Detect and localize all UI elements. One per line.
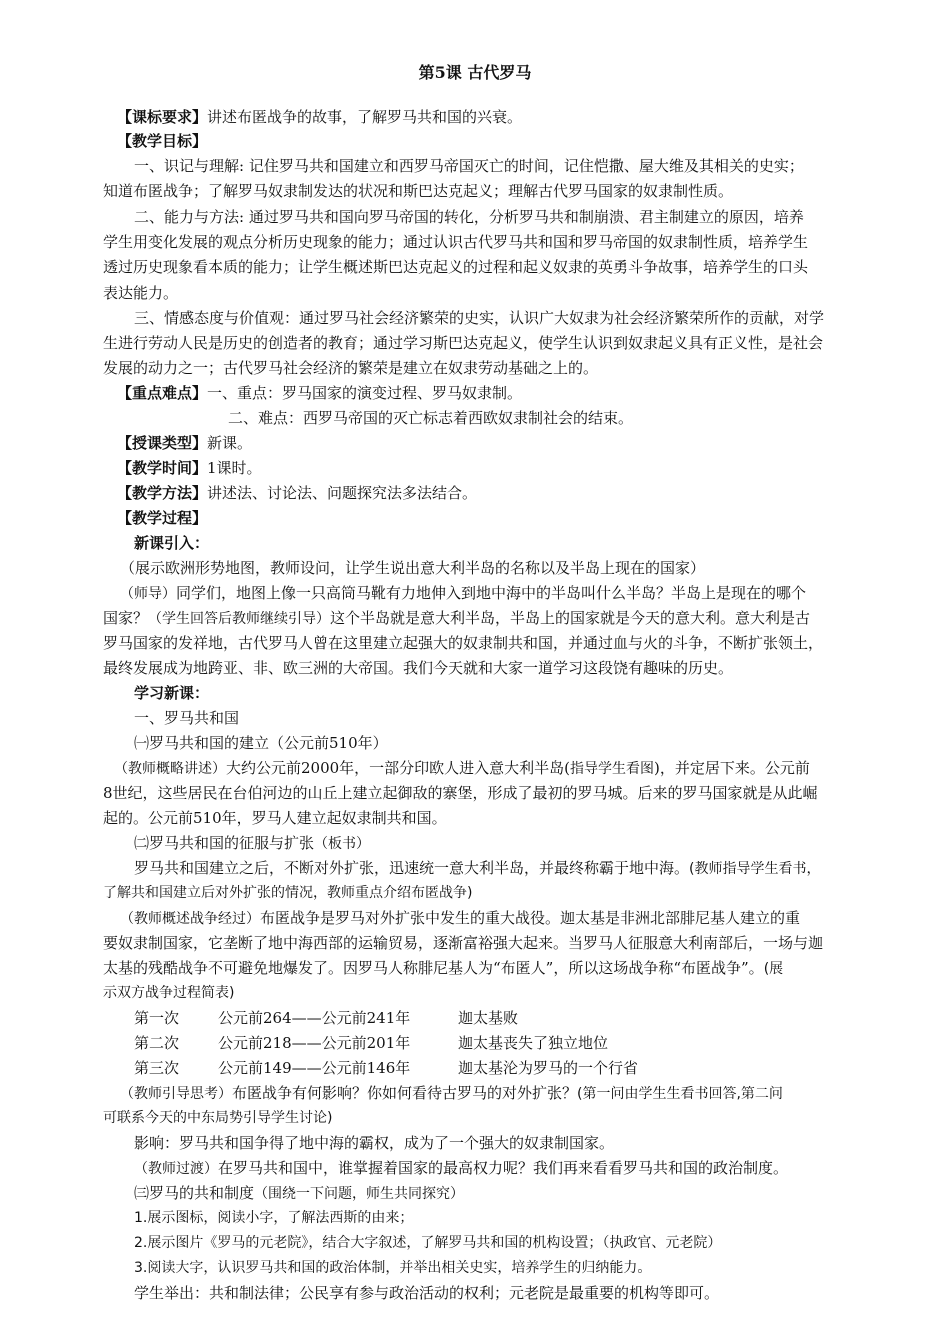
intro-line3-note: （学生回答后教师继续引导） — [148, 611, 331, 627]
subsection2-heading — [134, 832, 370, 855]
teaching-method — [117, 482, 477, 504]
list-item: 1.展示图标，阅读小字，了解法西斯的由来； — [134, 1210, 414, 1226]
intro-heading: 新课引入： — [134, 534, 210, 552]
intro-line5: 最终发展成为地跨亚、非、欧三洲的大帝国。我们今天就和大家一道学习这段饶有趣味的历史。 — [103, 659, 734, 677]
para3-line3-note: (展 — [763, 961, 784, 977]
para3-line1 — [120, 907, 800, 930]
war-row-period: 公元前149——公元前146年 — [218, 1059, 411, 1077]
lesson-type-text: 新课。 — [207, 434, 253, 452]
intro-line4: 罗马国家的发祥地，古代罗马人曾在这里建立起强大的奴隶制共和国，并通过血与火的斗争，不断扩张领土， — [103, 634, 824, 652]
intro-line2 — [120, 582, 806, 605]
para1-text2: )，并定居下来。公元前 — [654, 759, 810, 777]
curriculum-requirement — [117, 106, 522, 128]
teaching-method-label: 【教学方法】 — [117, 484, 208, 502]
para3-note: （教师概述战争经过） — [120, 911, 260, 927]
lesson-time — [117, 457, 262, 479]
war-row-period: 公元前264——公元前241年 — [218, 1009, 411, 1027]
para3-line2: 要奴隶制国家，它垄断了地中海西部的运输贸易，逐渐富裕强大起来。当罗马人征服意大利南部后，一场与迦 — [103, 934, 824, 952]
lesson-time-label: 【教学时间】 — [117, 459, 208, 477]
para2-text: 罗马共和国建立之后，不断对外扩张，迅速统一意大利半岛，并最终称霸于地中海。 — [134, 859, 690, 877]
goal2-line1: 二、能力与方法: 通过罗马共和国向罗马帝国的转化，分析罗马共和制崩溃、君主制建立的原因，培养 — [134, 208, 804, 226]
subsection2-title: ㈡罗马共和国的征服与扩张 — [134, 834, 315, 852]
intro-line3 — [103, 607, 810, 630]
war-row-result: 迦太基丧失了独立地位 — [458, 1034, 609, 1052]
question-text: 布匿战争有何影响？你如何看待古罗马的对外扩张？ — [232, 1084, 578, 1102]
war-row-n: 第三次 — [134, 1059, 180, 1077]
question-line1 — [120, 1082, 783, 1105]
key-points — [117, 382, 522, 404]
teaching-goals-heading: 【教学目标】 — [117, 132, 208, 150]
war-row-period: 公元前218——公元前201年 — [218, 1034, 411, 1052]
para1-note: （教师概略讲述） — [114, 761, 226, 777]
lesson-time-text: 1课时。 — [207, 459, 262, 477]
curriculum-label: 【课标要求】 — [117, 108, 208, 126]
intro-line1: （展示欧洲形势地图，教师设问，让学生说出意大利半岛的名称以及半岛上现在的国家） — [120, 559, 706, 577]
goal3-line3: 发展的动力之一；古代罗马社会经济的繁荣是建立在奴隶劳动基础之上的。 — [103, 359, 599, 377]
war-row-n: 第二次 — [134, 1034, 180, 1052]
para2-line1 — [134, 857, 820, 880]
list-item: 2.展示图片《罗马的元老院》，结合大字叙述，了解罗马共和国的机构设置；（执政官、元老院） — [134, 1235, 722, 1251]
section1-heading: 一、罗马共和国 — [134, 709, 240, 727]
curriculum-text: 讲述布匿战争的故事，了解罗马共和国的兴衰。 — [207, 108, 523, 126]
war-row-result: 迦太基沦为罗马的一个行省 — [458, 1059, 639, 1077]
subsection3-title: ㈢罗马的共和制度 — [134, 1184, 255, 1202]
key-points-label: 【重点难点】 — [117, 384, 208, 402]
subsection2-note: （板书） — [314, 836, 371, 852]
goal2-line4: 表达能力。 — [103, 284, 179, 302]
para1-line3: 起的。公元前510年，罗马人建立起奴隶制共和国。 — [103, 809, 447, 827]
transition-text: 在罗马共和国中，谁掌握着国家的最高权力呢？我们再来看看罗马共和国的政治制度。 — [218, 1159, 789, 1177]
para1-note2: 指导学生看图 — [570, 761, 655, 777]
intro-teacher-note: （师导） — [120, 586, 176, 602]
goal1-line1: 一、识记与理解: 记住罗马共和国建立和西罗马帝国灭亡的时间，记住恺撒、屋大维及其相关的史实； — [134, 157, 804, 175]
key-points-text2: 二、难点：西罗马帝国的灭亡标志着西欧奴隶制社会的结束。 — [228, 409, 634, 427]
question-note2: (第一问由学生生看书回答,第二问 — [577, 1086, 783, 1102]
para2-line2: 了解共和国建立后对外扩张的情况，教师重点介绍布匿战争) — [103, 885, 473, 901]
para1-line2: 8世纪，这些居民在台伯河边的山丘上建立起御敌的寨堡，形成了最初的罗马城。后来的罗马国家就是从此崛 — [103, 784, 818, 802]
para3-line4: 示双方战争过程简表) — [103, 985, 235, 1001]
subsection1-heading: ㈠罗马共和国的建立（公元前510年） — [134, 734, 388, 752]
goal3-line1: 三、情感态度与价值观：通过罗马社会经济繁荣的史实，认识广大奴隶为社会经济繁荣所作的贡献，对学 — [134, 309, 825, 327]
key-points-text1: 一、重点：罗马国家的演变过程、罗马奴隶制。 — [207, 384, 523, 402]
intro-line3-end: 这个半岛就是意大利半岛，半岛上的国家就是今天的意大利。意大利是古 — [330, 609, 811, 627]
war-row-n: 第一次 — [134, 1009, 180, 1027]
para3-text: 布匿战争是罗马对外扩张中发生的重大战役。迦太基是非洲北部腓尼基人建立的重 — [260, 909, 801, 927]
para3-line3-text: 太基的残酷战争不可避免地爆发了。因罗马人称腓尼基人为“布匿人”，所以这场战争称“布匿战争”。 — [103, 959, 764, 977]
impact-line: 影响：罗马共和国争得了地中海的霸权，成为了一个强大的奴隶制国家。 — [134, 1134, 615, 1152]
subsection3-note: （围绕一下问题，师生共同探究） — [254, 1186, 465, 1202]
goal3-line2: 生进行劳动人民是历史的创造者的教育；通过学习斯巴达克起义，使学生认识到奴隶起义具有正义性，是社会 — [103, 334, 824, 352]
para1-line1 — [114, 757, 810, 780]
goal2-line3: 透过历史现象看本质的能力；让学生概述斯巴达克起义的过程和起义奴隶的英勇斗争故事，培养学生的口头 — [103, 258, 809, 276]
transition-note: （教师过渡） — [134, 1161, 218, 1177]
para3-line3 — [103, 957, 783, 980]
war-row-result: 迦太基败 — [458, 1009, 519, 1027]
lesson-type — [117, 432, 252, 454]
teaching-process-heading: 【教学过程】 — [117, 509, 208, 527]
lesson-type-label: 【授课类型】 — [117, 434, 208, 452]
question-note: （教师引导思考） — [120, 1086, 232, 1102]
para2-note: (教师指导学生看书， — [689, 861, 821, 877]
lesson-title: 第5课 古代罗马 — [418, 63, 532, 82]
student-examples: 学生举出：共和制法律；公民享有参与政治活动的权利；元老院是最重要的机构等即可。 — [134, 1284, 720, 1302]
goal1-line2: 知道布匿战争；了解罗马奴隶制发达的状况和斯巴达克起义；理解古代罗马国家的奴隶制性质。 — [103, 182, 734, 200]
subsection3-heading — [134, 1182, 464, 1205]
intro-line2-text: 同学们，地图上像一只高筒马靴有力地伸入到地中海中的半岛叫什么半岛？半岛上是现在的哪个 — [176, 584, 807, 602]
teaching-method-text: 讲述法、讨论法、问题探究法多法结合。 — [207, 484, 478, 502]
para1-text: 大约公元前2000年，一部分印欧人进入意大利半岛( — [226, 759, 571, 777]
list-item: 3.阅读大字，认识罗马共和国的政治体制，并举出相关史实，培养学生的归纳能力。 — [134, 1260, 652, 1276]
question-line2: 可联系今天的中东局势引导学生讨论) — [103, 1110, 333, 1126]
transition-line — [134, 1157, 788, 1180]
intro-line3-start: 国家？ — [103, 609, 149, 627]
new-lesson-heading: 学习新课： — [134, 684, 210, 702]
goal2-line2: 学生用变化发展的观点分析历史现象的能力；通过认识古代罗马共和国和罗马帝国的奴隶制性质，培养学生 — [103, 233, 809, 251]
